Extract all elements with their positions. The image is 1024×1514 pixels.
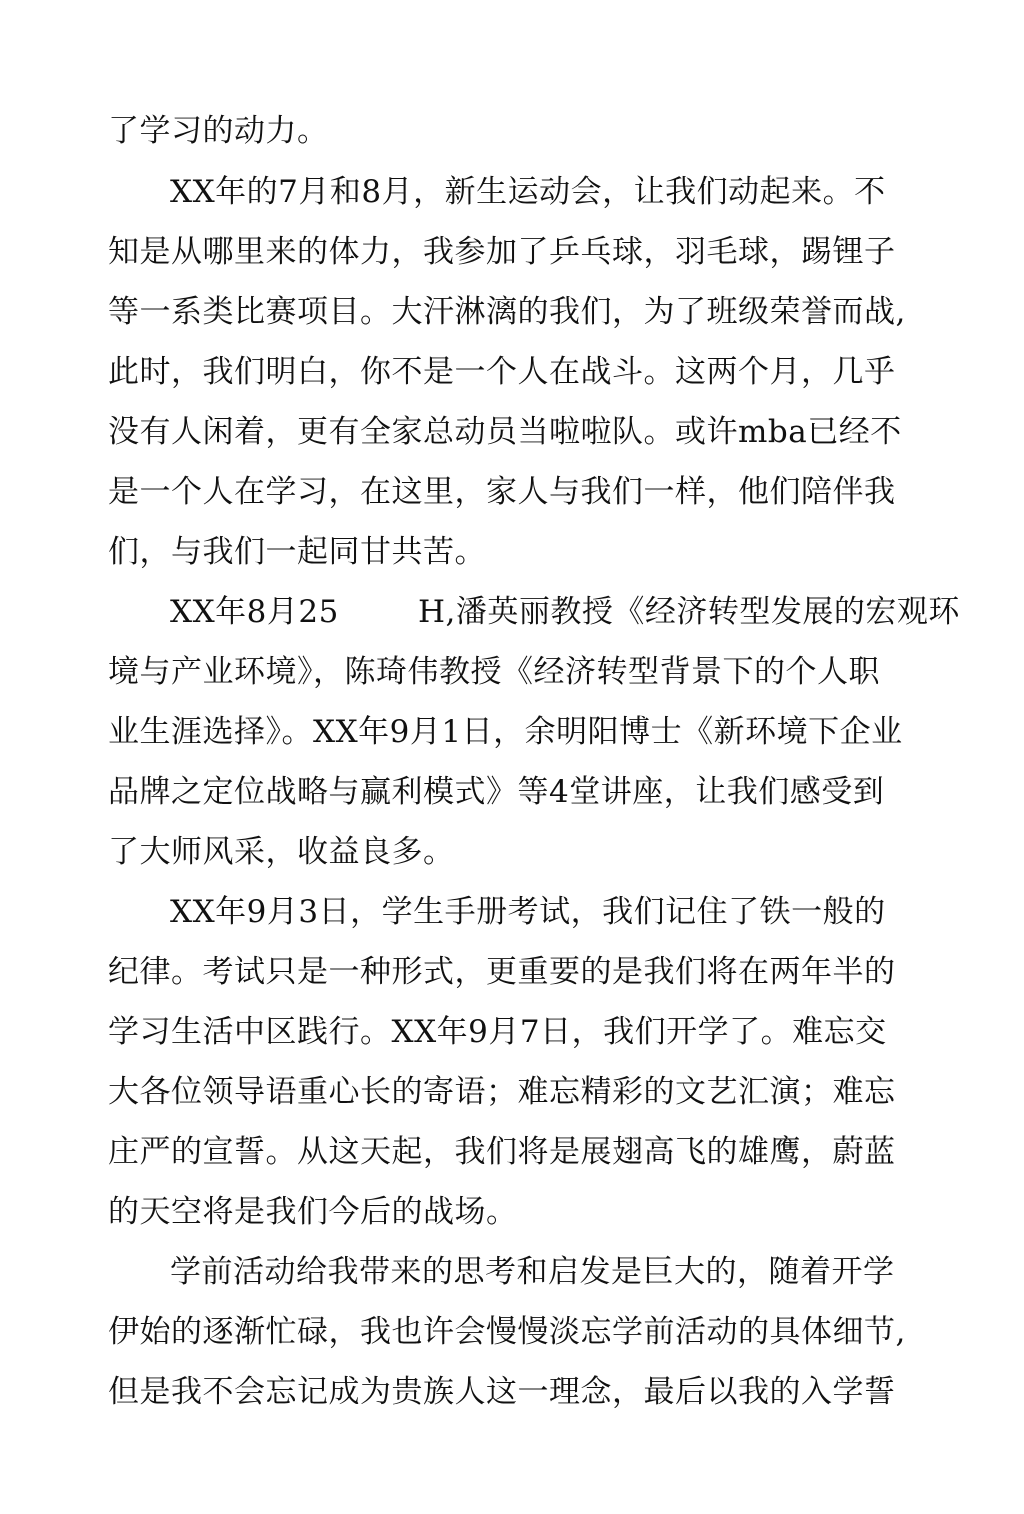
paragraph-start-line: XX年9月3日，学生手册考试，我们记住了铁一般的 [170,894,886,930]
text-line: 学习生活中区践行。XX年9月7日，我们开学了。难忘交 [108,1014,887,1050]
text-line: 纪律。考试只是一种形式，更重要的是我们将在两年半的 [108,954,896,990]
text-line: 品牌之定位战略与赢利模式》等4堂讲座，让我们感受到 [108,774,885,810]
text-line: 了大师风采，收益良多。 [108,834,455,870]
text-line: 庄严的宣誓。从这天起，我们将是展翅高飞的雄鹰，蔚蓝 [108,1134,896,1170]
text-line: 的天空将是我们今后的战场。 [108,1194,518,1230]
text-line: 境与产业环境》，陈琦伟教授《经济转型背景下的个人职 [108,654,880,690]
paragraph-start-line: 学前活动给我带来的思考和启发是巨大的，随着开学 [170,1254,895,1290]
text-line: 大各位领导语重心长的寄语；难忘精彩的文艺汇演；难忘 [108,1074,896,1110]
text-line-continuation: H,潘英丽教授《经济转型发展的宏观环 [418,594,960,630]
text-line: 们，与我们一起同甘共苦。 [108,534,486,570]
text-line: 了学习的动力。 [108,113,329,149]
text-line: 是一个人在学习，在这里，家人与我们一样，他们陪伴我 [108,474,896,510]
text-line: 等一系类比赛项目。大汗淋漓的我们，为了班级荣誉而战, [108,294,906,330]
text-line: 没有人闲着，更有全家总动员当啦啦队。或许mba已经不 [108,414,902,450]
text-line: 知是从哪里来的体力，我参加了乒乓球，羽毛球，踢锂子 [108,234,896,270]
text-line: 但是我不会忘记成为贵族人这一理念，最后以我的入学誓 [108,1374,896,1410]
text-line: 业生涯选择》。XX年9月1日，余明阳博士《新环境下企业 [108,714,903,750]
text-line: 伊始的逐渐忙碌，我也许会慢慢淡忘学前活动的具体细节, [108,1314,906,1350]
paragraph-start-line: XX年的7月和8月，新生运动会，让我们动起来。不 [170,174,886,210]
paragraph-start-line: XX年8月25 [170,594,339,630]
text-line: 此时，我们明白，你不是一个人在战斗。这两个月，几乎 [108,354,896,390]
